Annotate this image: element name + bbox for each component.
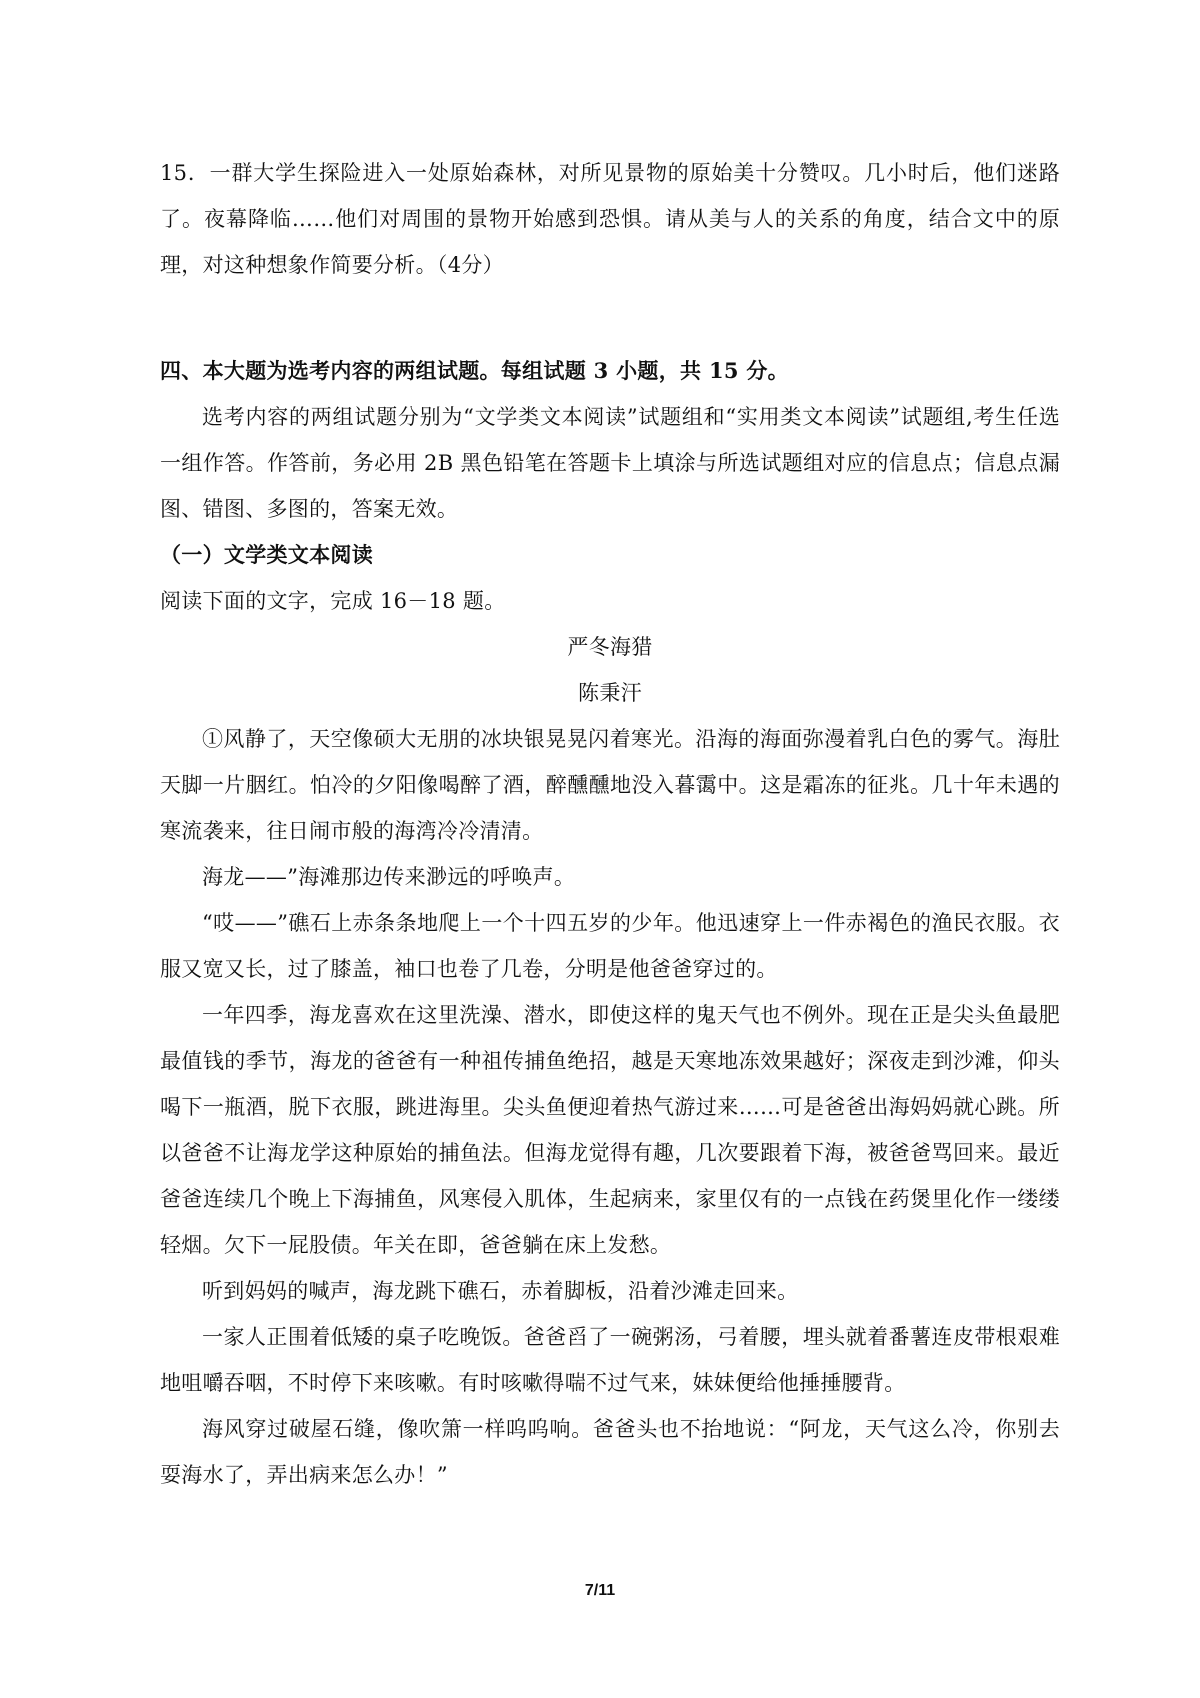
story-paragraph-6: 一家人正围着低矮的桌子吃晚饭。爸爸舀了一碗粥汤，弓着腰，埋头就着番薯连皮带根艰难地咀嚼吞咽，不时停下来咳嗽。有时咳嗽得喘不过气来，妹妹便给他捶捶腰背。 bbox=[160, 1325, 1060, 1395]
reading-prompt: 阅读下面的文字，完成 16－18 题。 bbox=[160, 589, 506, 613]
story-paragraph-2: 海龙——”海滩那边传来渺远的呼唤声。 bbox=[202, 865, 576, 889]
story-paragraph-4: 一年四季，海龙喜欢在这里洗澡、潜水，即使这样的鬼天气也不例外。现在正是尖头鱼最肥最值钱的季节，海龙的爸爸有一种祖传捕鱼绝招，越是天寒地冻效果越好；深夜走到沙滩，仰头喝下一瓶酒，脱下衣服，跳进海里。尖头鱼便迎着热气游过来……可是爸爸出海妈妈就心跳。所以爸爸不让海龙学这种原始的捕鱼法。但海龙觉得有趣，几次要跟着下海，被爸爸骂回来。最近爸爸连续几个晚上下海捕鱼，风寒侵入肌体，生起病来，家里仅有的一点钱在药煲里化作一缕缕轻烟。欠下一屁股债。年关在即，爸爸躺在床上发愁。 bbox=[160, 1003, 1060, 1257]
page-number: 7/11 bbox=[584, 1582, 616, 1599]
subsection-heading: （一）文学类文本阅读 bbox=[160, 542, 373, 567]
section-heading: 四、本大题为选考内容的两组试题。每组试题 3 小题，共 15 分。 bbox=[160, 358, 789, 383]
story-paragraph-7: 海风穿过破屋石缝，像吹箫一样呜呜响。爸爸头也不抬地说：“阿龙，天气这么冷，你别去耍海水了，弄出病来怎么办！” bbox=[160, 1417, 1060, 1487]
story-author: 陈秉汗 bbox=[578, 681, 642, 705]
page-content bbox=[160, 150, 1060, 1498]
story-paragraph-5: 听到妈妈的喊声，海龙跳下礁石，赤着脚板，沿着沙滩走回来。 bbox=[202, 1279, 799, 1303]
story-title: 严冬海猎 bbox=[567, 635, 653, 659]
story-paragraph-1: ①风静了，天空像硕大无朋的冰块银晃晃闪着寒光。沿海的海面弥漫着乳白色的雾气。海肚天脚一片胭红。怕冷的夕阳像喝醉了酒，醉醺醺地没入暮霭中。这是霜冻的征兆。几十年未遇的寒流袭来，往日闹市般的海湾冷冷清清。 bbox=[160, 727, 1060, 843]
story-paragraph-3: “哎——”礁石上赤条条地爬上一个十四五岁的少年。他迅速穿上一件赤褐色的渔民衣服。衣服又宽又长，过了膝盖，袖口也卷了几卷，分明是他爸爸穿过的。 bbox=[160, 911, 1060, 981]
section-instructions: 选考内容的两组试题分别为“文学类文本阅读”试题组和“实用类文本阅读”试题组,考生任选一组作答。作答前，务必用 2B 黑色铅笔在答题卡上填涂与所选试题组对应的信息点；信息点漏图、错图、多图的，答案无效。 bbox=[160, 405, 1060, 521]
question-15: 15．一群大学生探险进入一处原始森林，对所见景物的原始美十分赞叹。几小时后，他们迷路了。夜幕降临……他们对周围的景物开始感到恐惧。请从美与人的关系的角度，结合文中的原理，对这种想象作简要分析。（4分） bbox=[160, 161, 1060, 277]
